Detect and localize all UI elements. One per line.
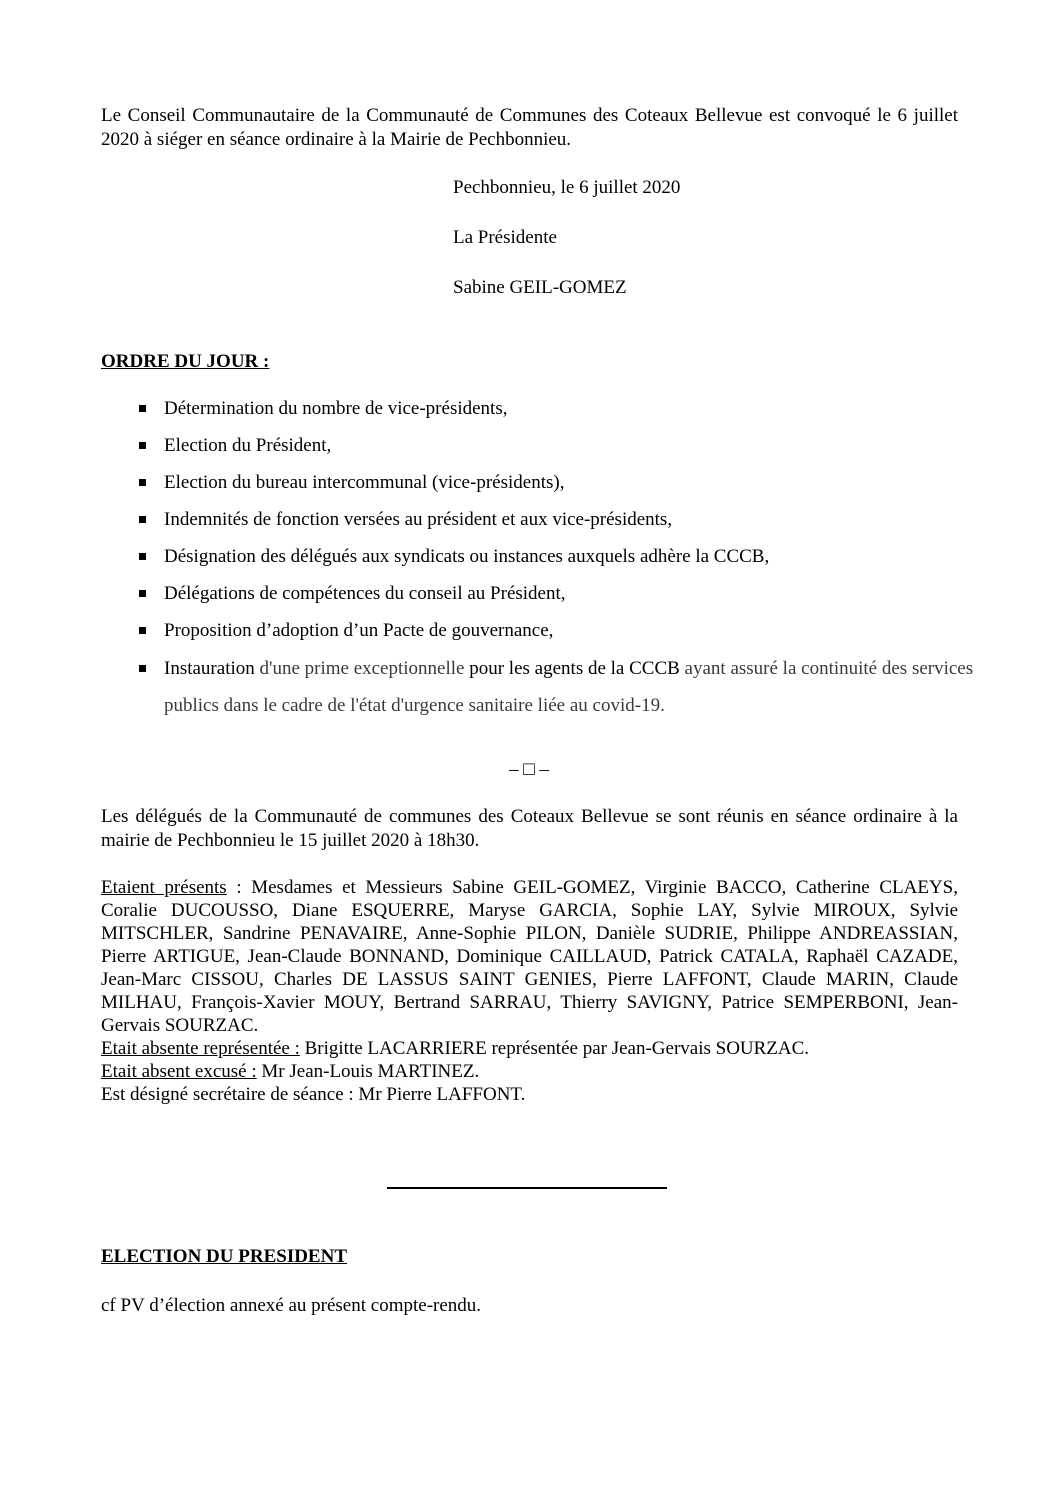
agenda-item: Détermination du nombre de vice-présidents,: [138, 397, 988, 434]
present-list: : Mesdames et Messieurs Sabine GEIL-GOMEZ, Virginie BACCO, Catherine CLAEYS, Coralie DUCOUSSO, Diane ESQUERRE, Maryse GARCIA, Sophie LAY, Sylvie MIROUX, Sylvie MITSCHLER, Sandrine PENAVAIRE, Anne-Sophie PILON, Danièle SUDRIE, Philippe ANDREASSIAN, Pierre ARTIGUE, Jean-Claude BONNAND, Dominique CAILLAUD, Patrick CATALA, Raphaël CAZADE, Jean-Marc CISSOU, Charles DE LASSUS SAINT GENIES, Pierre LAFFONT, Claude MARIN, Claude MILHAU, François-Xavier MOUY, Bertrand SARRAU, Thierry SAVIGNY, Patrice SEMPERBONI, Jean-Gervais SOURZAC.: [101, 877, 958, 1036]
agenda-item-last: Instauration d'une prime exceptionnelle pour les agents de la CCCB ayant assuré la continuité des services publics dans le cadre de l'état d'urgence sanitaire liée au covid-19.: [138, 650, 988, 724]
agenda-item: Proposition d’adoption d’un Pacte de gouvernance,: [138, 619, 988, 656]
present-paragraph: [101, 876, 958, 1037]
bullet-icon: [139, 405, 146, 412]
signature-name: Sabine GEIL-GOMEZ: [453, 277, 627, 298]
present-label: Etaient présents: [101, 877, 227, 898]
represented-label: Etait absente représentée :: [101, 1038, 300, 1059]
agenda-item: Election du Président,: [138, 434, 988, 471]
section-separator: – □ –: [509, 759, 549, 780]
agenda-item: Election du bureau intercommunal (vice-présidents),: [138, 471, 988, 508]
bullet-icon: [139, 627, 146, 634]
bullet-icon: [139, 479, 146, 486]
convocation-paragraph: Le Conseil Communautaire de la Communauté de Communes des Coteaux Bellevue est convoqué le 6 juillet 2020 à siéger en séance ordinaire à la Mairie de Pechbonnieu.: [101, 105, 958, 150]
bullet-icon: [139, 516, 146, 523]
agenda-title: ORDRE DU JOUR :: [101, 351, 270, 372]
represented-line: Etait absente représentée : Brigitte LACARRIERE représentée par Jean-Gervais SOURZAC.: [101, 1038, 810, 1059]
election-text: cf PV d’élection annexé au présent compte-rendu.: [101, 1295, 482, 1316]
bullet-icon: [139, 553, 146, 560]
agenda-list: [138, 397, 988, 724]
agenda-item: Désignation des délégués aux syndicats ou instances auxquels adhère la CCCB,: [138, 545, 988, 582]
signature-place-date: Pechbonnieu, le 6 juillet 2020: [453, 177, 681, 198]
excused-line: Etait absent excusé : Mr Jean-Louis MARTINEZ.: [101, 1061, 480, 1082]
attendance-block: [101, 876, 958, 1106]
agenda-item: Délégations de compétences du conseil au Président,: [138, 582, 988, 619]
secretary-line: Est désigné secrétaire de séance : Mr Pierre LAFFONT.: [101, 1084, 526, 1105]
meeting-paragraph: Les délégués de la Communauté de communes des Coteaux Bellevue se sont réunis en séance ordinaire à la mairie de Pechbonnieu le 15 juillet 2020 à 18h30.: [101, 806, 958, 851]
election-title: ELECTION DU PRESIDENT: [101, 1246, 347, 1267]
agenda-item: Indemnités de fonction versées au président et aux vice-présidents,: [138, 508, 988, 545]
bullet-icon: [139, 442, 146, 449]
signature-role: La Présidente: [453, 227, 557, 248]
horizontal-rule: [387, 1187, 667, 1189]
bullet-icon: [139, 665, 146, 672]
bullet-icon: [139, 590, 146, 597]
excused-label: Etait absent excusé :: [101, 1061, 257, 1082]
